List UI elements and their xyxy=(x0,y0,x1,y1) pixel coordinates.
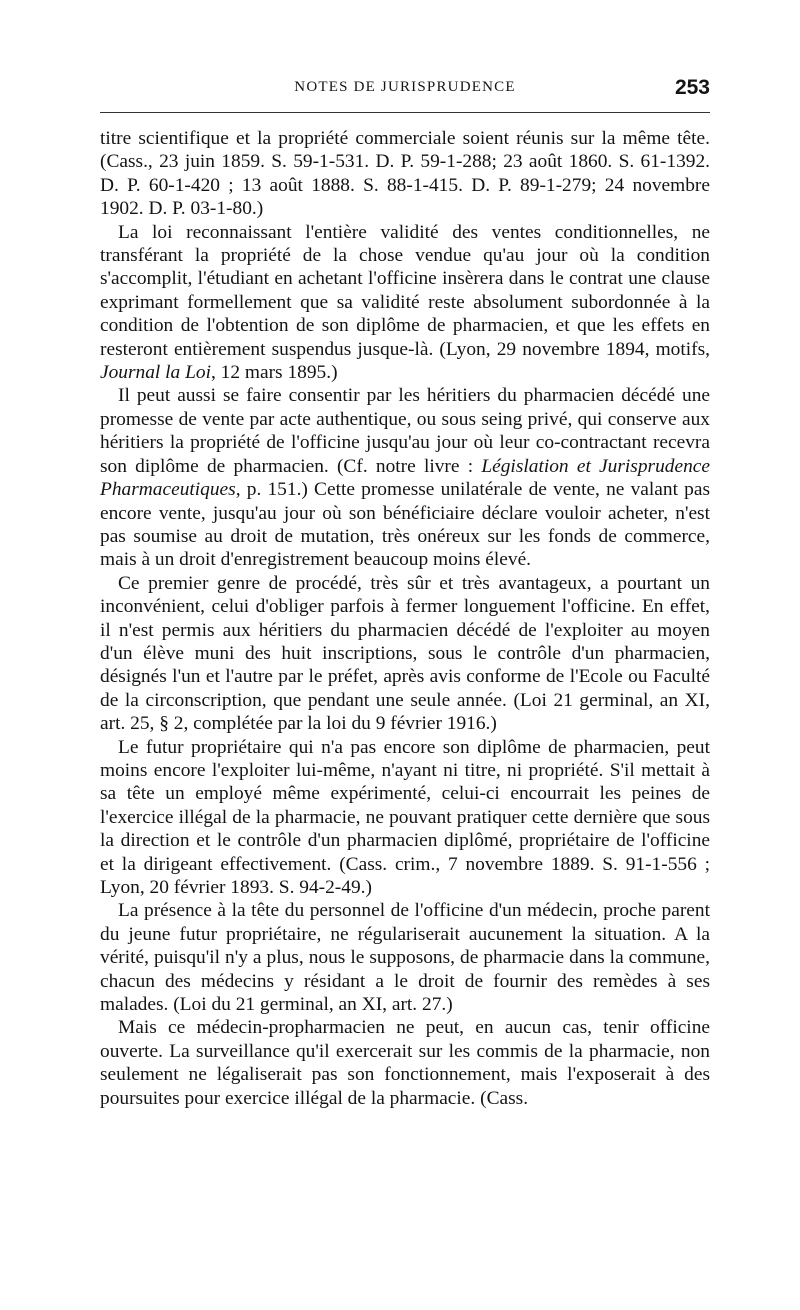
page-number: 253 xyxy=(674,76,710,99)
journal-title: Journal la Loi xyxy=(100,362,211,384)
paragraph-physician xyxy=(100,899,710,1016)
running-title: NOTES DE JURISPRUDENCE xyxy=(294,79,516,95)
text-run: , p. 151.) Cette promesse unilatérale de vente, ne valant pas encore vente, jusqu'au jour où son bénéficiaire déclare vouloir acheter, n'est pas soumise au droit de mutation, très onéreux sur les fonds de commerce, mais à un droit d'enregistrement beaucoup moins élevé. xyxy=(100,479,710,571)
text-run: Le futur propriétaire qui n'a pas encore son diplôme de pharmacien, peut moins encore l'exploiter lui-même, n'ayant ni titre, ni propriété. S'il mettait à sa tête un employé même expérimenté, celui-ci encourrait les peines de l'exercice illégal de la pharmacie, ne pouvant pratiquer cette dernière que sous la direction et le contrôle d'un pharmacien diplômé, propriétaire de l'officine et la dirigeant effectivement. (Cass. crim., 7 novembre 1889. S. 91-1-556 ; Lyon, 20 février 1893. S. 94-2-49.) xyxy=(100,736,710,898)
text-run: , 12 mars 1895.) xyxy=(210,362,338,384)
book-title: Législation et Jurisprudence Pharmaceutiques xyxy=(100,455,710,501)
paragraph-propharmacien xyxy=(100,1016,710,1110)
body-text xyxy=(100,127,710,1110)
paragraph-first-procedure xyxy=(100,572,710,736)
text-run: titre scientifique et la propriété commerciale soient réunis sur la même tête. (Cass., 23 juin 1859. S. 59-1-531. D. P. 59-1-288; 23 août 1860. S. 61-1392. D. P. 60-1-420 ; 13 août 1888. S. 88-1-415. D. P. 89-1-279; 24 novembre 1902. D. P. 03-1-80.) xyxy=(100,128,710,220)
text-run: Ce premier genre de procédé, très sûr et très avantageux, a pourtant un inconvénient, celui d'obliger parfois à fermer longuement l'officine. En effet, il n'est permis aux héritiers du pharmacien décédé de l'exploiter au moyen d'un élève muni des huit inscriptions, sous le contrôle d'un pharmacien, désignés l'un et l'autre par le préfet, après avis conforme de l'Ecole ou Faculté de la circonscription, que pendant une seule année. (Loi 21 germinal, an XI, art. 25, § 2, complétée par la loi du 9 février 1916.) xyxy=(100,572,710,735)
paragraph-promise-of-sale xyxy=(100,384,710,571)
text-run: La présence à la tête du personnel de l'officine d'un médecin, proche parent du jeune futur propriétaire, ne régulariserait aucunement la situation. A la vérité, puisqu'il n'y a plus, nous le supposons, de pharmacie dans la commune, chacun des médecins y résidant a le droit de fournir des remèdes à ses malades. (Loi du 21 germinal, an XI, art. 27.) xyxy=(100,900,710,1016)
running-head xyxy=(100,76,710,102)
text-run: La loi reconnaissant l'entière validité des ventes conditionnelles, ne transférant la propriété de la chose vendue qu'au jour où la condition s'accomplit, l'étudiant en achetant l'officine insèrera dans le contrat une clause exprimant formellement que sa validité reste absolument subordonnée à la condition de l'obtention de son diplôme de pharmacien, et que les effets en resteront entièrement suspendus jusque-là. (Lyon, 29 novembre 1894, motifs, xyxy=(100,221,710,360)
text-run: Il peut aussi se faire consentir par les héritiers du pharmacien décédé une promesse de vente par acte authentique, ou sous seing privé, qui conserve aux héritiers la propriété de l'officine jusqu'au jour où leur co-contractant recevra son diplôme de pharmacien. (Cf. notre livre : xyxy=(100,385,710,477)
paragraph-continued xyxy=(100,127,710,221)
header-rule xyxy=(100,112,710,113)
text-run: Mais ce médecin-propharmacien ne peut, en aucun cas, tenir officine ouverte. La surveillance qu'il exercerait sur les commis de la pharmacie, non seulement ne légaliserait pas son fonctionnement, mais l'exposerait à des poursuites pour exercice illégal de la pharmacie. (Cass. xyxy=(100,1017,710,1109)
paragraph-conditional-sale xyxy=(100,221,710,385)
paragraph-future-owner xyxy=(100,736,710,900)
